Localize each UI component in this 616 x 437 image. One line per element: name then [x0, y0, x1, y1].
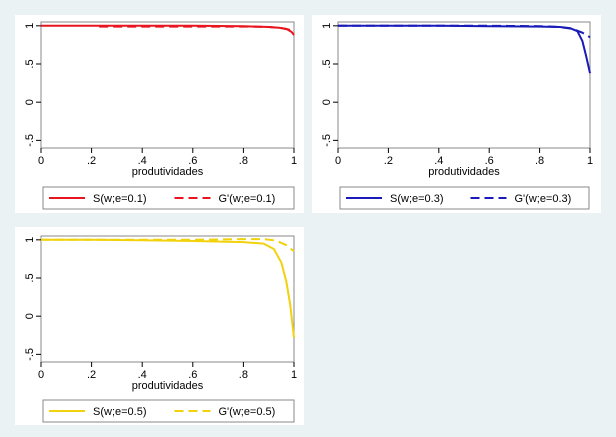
legend: [340, 187, 589, 209]
legend-label-2: G'(w;e=0.1): [218, 193, 276, 205]
x-tick-label: 1: [290, 369, 298, 381]
x-tick-label: .8: [535, 155, 545, 167]
legend: [43, 400, 294, 422]
y-tick-label: .5: [24, 59, 36, 69]
legend-label-1: S(w;e=0.1): [93, 193, 147, 205]
x-tick-label: 0: [334, 155, 342, 167]
x-tick-label: .6: [188, 155, 198, 167]
x-tick-label: .2: [87, 155, 97, 167]
y-tick-label: -.5: [24, 347, 36, 361]
chart-1: [15, 15, 304, 213]
y-tick-label: 0: [321, 99, 333, 106]
x-tick-label: .8: [238, 155, 248, 167]
x-tick-label: 0: [37, 155, 45, 167]
x-axis-title: produtividades: [428, 166, 500, 178]
y-tick-label: .5: [24, 273, 36, 283]
legend-label-2: G'(w;e=0.3): [514, 193, 572, 205]
x-tick-label: .4: [137, 155, 147, 167]
y-tick-label: 1: [24, 236, 36, 243]
x-axis-title: produtividades: [131, 166, 204, 178]
chart-2: [312, 15, 601, 213]
y-tick-label: 1: [321, 22, 333, 29]
x-tick-label: .6: [188, 369, 198, 381]
chart-panel: [15, 227, 304, 425]
legend-label-1: S(w;e=0.3): [390, 193, 444, 205]
y-tick-label: -.5: [321, 133, 333, 147]
x-axis-title: produtividades: [131, 380, 204, 392]
chart-panel: [312, 15, 601, 213]
x-tick-label: 0: [37, 369, 45, 381]
x-tick-label: .2: [383, 155, 393, 167]
x-tick-label: .2: [87, 369, 97, 381]
x-tick-label: .4: [434, 155, 444, 167]
legend-label-1: S(w;e=0.5): [93, 406, 147, 418]
chart-panel: [15, 15, 304, 213]
x-tick-label: .4: [137, 369, 147, 381]
y-tick-label: 0: [24, 313, 36, 320]
x-tick-label: .6: [484, 155, 494, 167]
legend: [43, 187, 294, 209]
x-tick-label: .8: [238, 369, 248, 381]
y-tick-label: 0: [24, 99, 36, 106]
x-tick-label: 1: [290, 155, 298, 167]
x-tick-label: 1: [586, 155, 594, 167]
y-tick-label: .5: [321, 59, 333, 69]
y-tick-label: -.5: [24, 133, 36, 147]
chart-3: [15, 227, 304, 425]
y-tick-label: 1: [24, 22, 36, 29]
legend-label-2: G'(w;e=0.5): [218, 406, 276, 418]
